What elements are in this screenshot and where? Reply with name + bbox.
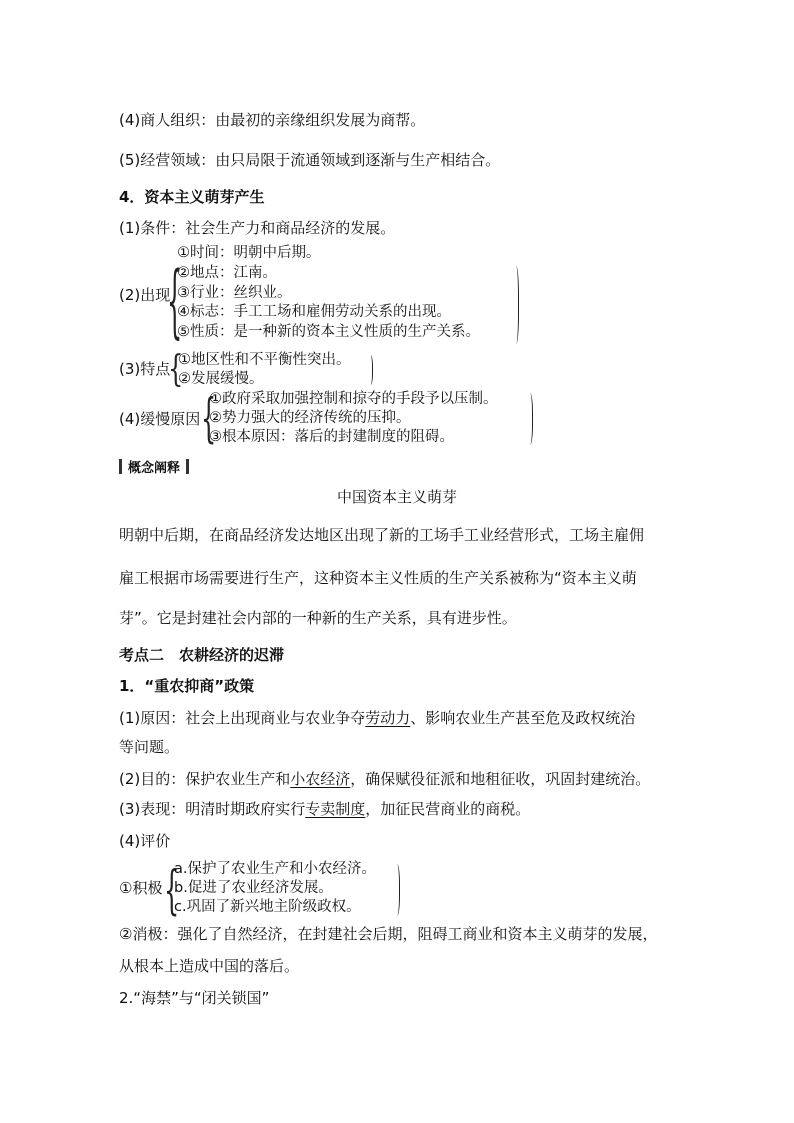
- labor-underlined: 劳动力: [365, 709, 411, 727]
- left-brace: {: [167, 255, 183, 348]
- policy-manifestation-line: [119, 799, 530, 819]
- positive-item: c.巩固了新兴地主阶级政权。: [174, 899, 361, 915]
- evaluation-heading: (4)评价: [119, 832, 171, 850]
- slow-reason-item: ②势力强大的经济传统的压抑。: [209, 410, 411, 426]
- condition-line: (1)条件：社会生产力和商品经济的发展。: [119, 219, 396, 237]
- policy-reason-cont: 等问题。: [119, 738, 180, 756]
- point-two-heading: 考点二 农耕经济的迟滞: [119, 646, 285, 664]
- reason-text: (1)原因：社会上出现商业与农业争夺: [119, 709, 366, 727]
- left-brace: {: [201, 387, 217, 450]
- monopoly-system-underlined: 专卖制度: [305, 800, 366, 818]
- appear-item: ⑤性质：是一种新的资本主义性质的生产关系。: [177, 324, 480, 340]
- right-bracket: [367, 355, 373, 385]
- show-text: ，加征民营商业的商税。: [365, 800, 531, 818]
- left-brace: {: [164, 859, 180, 922]
- reason-text: 、影响农业生产甚至危及政权统治: [410, 709, 636, 727]
- concept-paragraph-line: 雇工根据市场需要进行生产，这种资本主义性质的生产关系被称为“资本主义萌: [119, 569, 637, 587]
- concept-tag: [119, 457, 189, 475]
- positive-item: a.保护了农业生产和小农经济。: [174, 861, 376, 877]
- slow-reason-label: (4)缓慢原因: [119, 410, 201, 428]
- right-bracket: [512, 266, 519, 344]
- right-bracket: [393, 864, 400, 916]
- slow-reason-item: ①政府采取加强控制和掠夺的手段予以压制。: [209, 391, 498, 407]
- merchant-organization-line: (4)商人组织：由最初的亲缘组织发展为商帮。: [119, 111, 426, 129]
- slow-reason-item: ③根本原因：落后的封建制度的阻碍。: [209, 429, 454, 445]
- positive-label: ①积极: [119, 879, 163, 897]
- feature-item: ②发展缓慢。: [178, 371, 264, 387]
- business-field-line: (5)经营领域：由只局限于流通领域到逐渐与生产相结合。: [119, 151, 501, 169]
- appear-item: ②地点：江南。: [177, 265, 277, 281]
- show-text: (3)表现：明清时期政府实行: [119, 800, 306, 818]
- feature-label: (3)特点: [119, 360, 171, 378]
- concept-title: 中国资本主义萌芽: [336, 488, 457, 506]
- concept-paragraph-line: 明朝中后期，在商品经济发达地区出现了新的工场手工业经营形式，工场主雇佣: [119, 526, 645, 544]
- purpose-text: ，确保赋役征派和地租征收，巩固封建统治。: [350, 770, 651, 788]
- appear-label: (2)出现: [119, 286, 171, 304]
- left-brace: {: [168, 348, 184, 390]
- tag-bar: [186, 459, 189, 474]
- purpose-text: (2)目的：保护农业生产和: [119, 770, 291, 788]
- negative-line-cont: 从根本上造成中国的落后。: [119, 957, 300, 975]
- tag-bar: [119, 459, 122, 474]
- section-heading-capitalism-sprouts: 4．资本主义萌芽产生: [119, 188, 265, 206]
- right-bracket: [526, 393, 533, 445]
- feature-item: ①地区性和不平衡性突出。: [178, 352, 351, 368]
- appear-item: ④标志：手工工场和雇佣劳动关系的出现。: [177, 304, 451, 320]
- policy-heading: 1．“重农抑商”政策: [119, 677, 255, 695]
- sea-ban-heading: 2.“海禁”与“闭关锁国”: [119, 989, 270, 1007]
- concept-tag-label: 概念阐释: [128, 460, 181, 476]
- positive-item: b.促进了农业经济发展。: [174, 880, 333, 896]
- small-farm-economy-underlined: 小农经济: [290, 770, 351, 788]
- negative-line: ②消极：强化了自然经济，在封建社会后期，阻碍工商业和资本主义萌芽的发展，: [119, 925, 658, 943]
- policy-purpose-line: [119, 769, 650, 789]
- policy-reason-line: [119, 708, 635, 728]
- appear-item: ③行业：丝织业。: [177, 285, 292, 301]
- appear-item: ①时间：明朝中后期。: [177, 245, 321, 261]
- concept-paragraph-line: 芽”。它是封建社会内部的一种新的生产关系，具有进步性。: [119, 609, 517, 627]
